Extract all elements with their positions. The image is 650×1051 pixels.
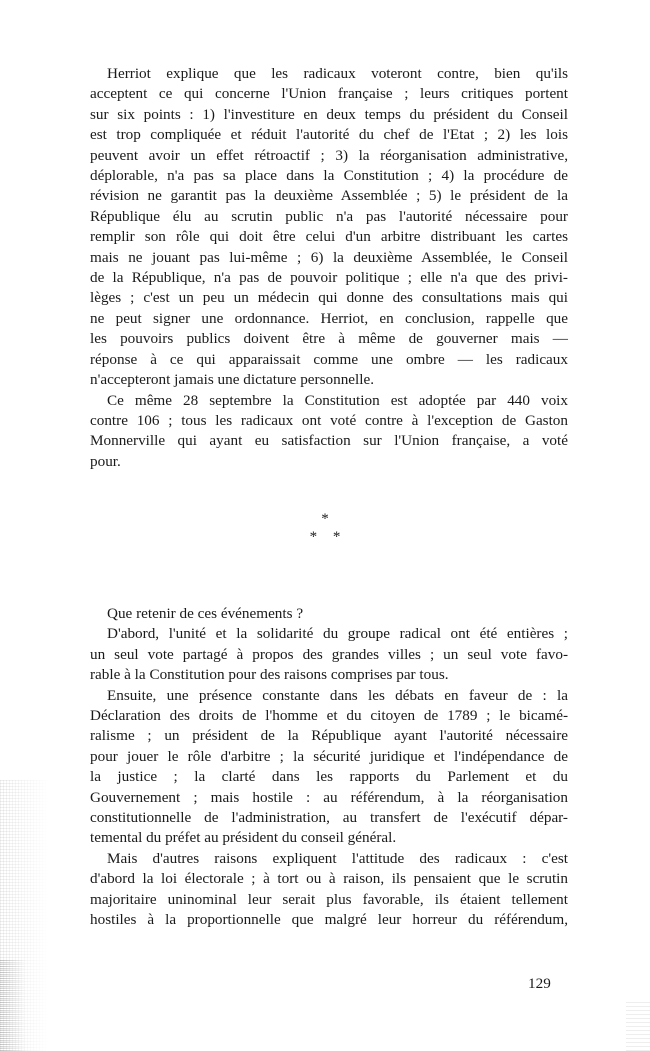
text-line: acceptent ce qui concerne l'Union française ; leurs critiques portent — [90, 85, 568, 103]
text-line: Déclaration des droits de l'homme et du citoyen de 1789 ; le bicamé- — [90, 707, 568, 725]
text-line: Herriot explique que les radicaux voteront contre, bien qu'ils — [107, 65, 568, 82]
text-line: pour jouer le rôle d'arbitre ; la sécurité juridique et l'indépendance de — [90, 747, 568, 765]
text-line: D'abord, l'unité et la solidarité du groupe radical ont été entières ; — [107, 625, 568, 643]
paragraph — [90, 849, 568, 931]
section-break-star-bottom: * * — [309, 529, 347, 545]
text-line: Ce même 28 septembre la Constitution est adoptée par 440 voix — [107, 391, 568, 409]
text-line: les pouvoirs publics doivent être à même de gouverner mais — — [90, 330, 568, 348]
text-line: Mais d'autres raisons expliquent l'attitude des radicaux : c'est — [107, 849, 568, 867]
text-line: n'accepteront jamais une dictature personnelle. — [90, 371, 375, 389]
text-line: mais ne jouant pas lui-même ; 6) la deuxième Assemblée, le Conseil — [90, 248, 568, 266]
text-line: la justice ; la clarté dans les rapports du Parlement et du — [90, 768, 568, 786]
text-block-after-break — [90, 604, 568, 931]
text-line: temental du préfet au président du conseil général. — [90, 829, 397, 847]
text-line: lèges ; c'est un peu un médecin qui donne des consultations mais qui — [90, 289, 568, 307]
text-line: de la République, n'a pas de pouvoir politique ; elle n'a que des privi- — [90, 269, 568, 287]
text-line: Gouvernement ; mais hostile : au référendum, à la réorganisation — [90, 788, 568, 806]
text-line: contre 106 ; tous les radicaux ont voté contre à l'exception de Gaston — [90, 411, 568, 429]
text-line: déplorable, n'a pas sa place dans la Constitution ; 4) la procédure de — [90, 167, 568, 185]
paragraph — [90, 624, 568, 685]
paragraph — [90, 391, 568, 473]
text-line: hostiles à la proportionnelle que malgré leur horreur du référendum, — [90, 911, 568, 929]
text-line: remplir son rôle qui doit être celui d'un arbitre distribuant les cartes — [90, 228, 568, 246]
text-line: pour. — [90, 452, 121, 470]
text-line: Que retenir de ces événements ? — [107, 605, 304, 622]
text-line: Ensuite, une présence constante dans les débats en faveur de : la — [107, 686, 568, 704]
paragraph — [90, 686, 568, 849]
paragraph — [90, 604, 568, 624]
section-break-star-top: * — [321, 511, 335, 527]
text-block-before-break — [90, 64, 568, 472]
text-line: un seul vote partagé à propos des grandes villes ; un seul vote favo- — [90, 645, 568, 663]
text-line: révision ne garantit pas la deuxième Assemblée ; 5) le président de la — [90, 187, 568, 205]
text-line: ne peut signer une ordonnance. Herriot, en conclusion, rappelle que — [90, 309, 568, 327]
scan-edge-shadow-right — [626, 1000, 650, 1051]
text-line: est trop compliquée et réduit l'autorité du chef de l'Etat ; 2) les lois — [90, 126, 568, 144]
text-line: République élu au scrutin public n'a pas l'autorité nécessaire pour — [90, 207, 568, 225]
paragraph — [90, 64, 568, 391]
text-line: Monnerville qui ayant eu satisfaction sur l'Union française, a voté — [90, 432, 568, 450]
text-line: sur six points : 1) l'investiture en deux temps du président du Conseil — [90, 105, 568, 123]
text-line: peuvent avoir un effet rétroactif ; 3) la réorganisation administrative, — [90, 146, 568, 164]
scan-edge-shadow-left-dark — [0, 960, 26, 1051]
text-line: majoritaire uninominal leur serait plus favorable, ils étaient tellement — [90, 890, 568, 908]
text-line: d'abord la loi électorale ; à tort ou à raison, ils pensaient que le scrutin — [90, 870, 568, 888]
text-line: rable à la Constitution pour des raisons comprises par tous. — [90, 666, 449, 684]
text-line: ralisme ; un président de la République ayant l'autorité nécessaire — [90, 727, 568, 745]
text-line: réponse à ce qui apparaissait comme une ombre — les radicaux — [90, 350, 568, 368]
text-line: constitutionnelle de l'administration, au transfert de l'exécutif dépar- — [90, 809, 568, 827]
page-number: 129 — [528, 975, 551, 992]
